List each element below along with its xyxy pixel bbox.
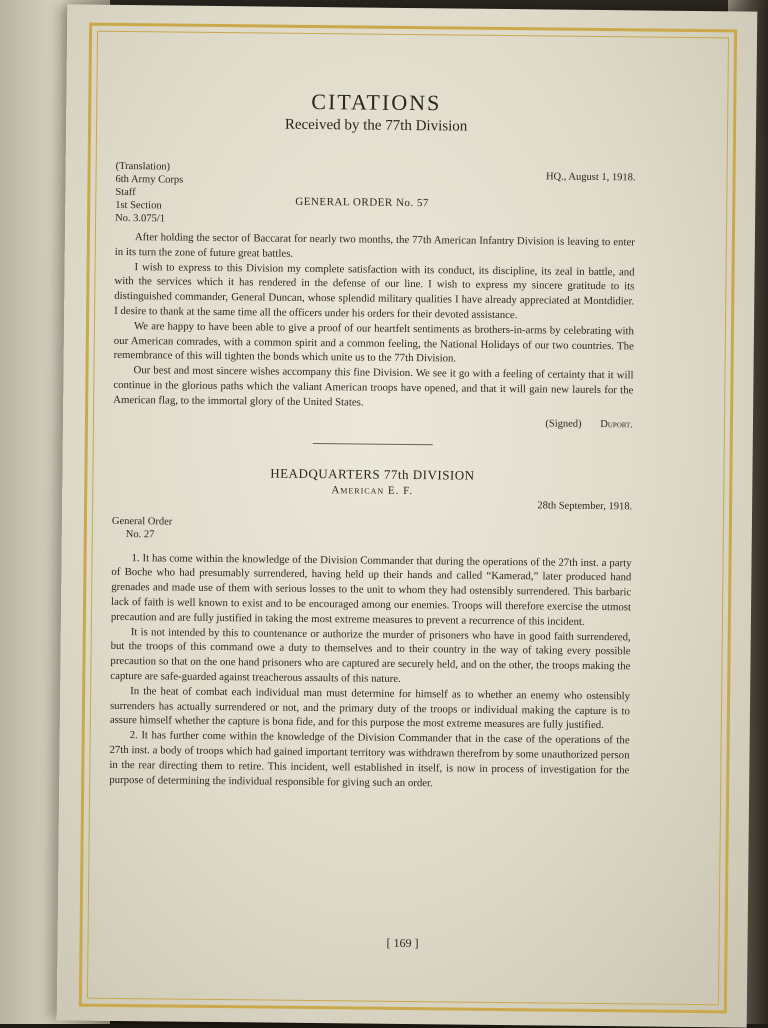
page-subtitle: Received by the 77th Division (284, 116, 468, 135)
page-number: [ 169 ] (386, 935, 419, 951)
document-page (57, 4, 758, 1027)
order2-paragraph: It is not intended by this to countenance or authorize the murder of prisoners who have in good faith surrendered, but the troops of this command owe a duty to themselves and to their country in the way of taking every possible precaution so that on the one hand prisoners who are captured are securely held, and on the other, the troops making the capture are safe-guarded against treacherous assaults of this nature. (110, 625, 631, 685)
reference-line: (Translation) (115, 160, 171, 173)
order1-signature (113, 413, 633, 429)
order1-paragraph: We are happy to have been able to give a proof of our heartfelt sentiments as brothers-in-arms by celebrating with our American comrades, with a common spirit and a common feeling, the National Holidays of our two countries. The remembrance of this will tighten the bonds which unite us to the 77th Division. (113, 319, 635, 365)
signed-label: (Signed) (545, 418, 582, 430)
order2-date: 28th September, 1918. (537, 499, 633, 512)
order2-general-order (112, 514, 632, 545)
page-title: CITATIONS (311, 88, 442, 116)
order2-paragraph: 2. It has further come within the knowledge of the Division Commander that in the case of the operations of the 27th inst. a body of troops which had gained important territory was withdrawn therefrom by some unauthorized person in the rear directing them to retire. This incident, well established in itself, is now in process of investigation for the purpose of determining the individual responsible for giving such an order. (109, 729, 630, 789)
reference-line: Staff (115, 186, 136, 199)
reference-line: No. 3.075/1 (115, 212, 166, 225)
order2-subheading: American E. F. (331, 483, 414, 497)
general-order-label: General Order (111, 515, 173, 528)
order1-hq-date: HQ., August 1, 1918. (545, 171, 636, 184)
order1-reference-block (115, 160, 183, 226)
order2-heading: HEADQUARTERS 77th DIVISION (270, 465, 475, 483)
order2-paragraph: 1. It has come within the knowledge of the Division Commander that during the operations of the 27th inst. a party of Boche who had presumably surrendered, having held up their hands and called “Kamerad,” later produced hand grenades and made use of them with serious losses to the unit to whom they had ostensibly surrendered. This barbaric lack of faith is well known to exist and to be encouraged among our enemies. Troops will therefore exercise the utmost precaution and are fully justified in taking the most extreme measures to prevent a recurrence of this incident. (110, 551, 632, 628)
signed-name: Duport. (600, 418, 634, 430)
order2-paragraph: In the heat of combat each individual man must determine for himself as to whether an enemy who ostensibly surrenders has actually surrendered or not, and the primary duty of the troops or individual making the capture is to assure himself whether the capture is bona fide, and for this purpose the most extreme measures are fully justified. (109, 684, 631, 732)
reference-line: 6th Army Corps (115, 173, 184, 186)
page-content (109, 75, 636, 793)
order1-paragraph: Our best and most sincere wishes accompany this fine Division. We see it go with a feeling of certainty that it will continue in the glorious paths which the valiant American troops have opened, and that it will gain new laurels for the American flag, to the immortal glory of the United States. (113, 364, 634, 409)
general-order-number: No. 27 (125, 528, 155, 540)
order1-header (115, 160, 636, 235)
order1-paragraph: After holding the sector of Baccarat for nearly two months, the 77th American Infantry Division is leaving to enter in its turn the zone of future great battles. (114, 231, 635, 260)
order1-title: GENERAL ORDER No. 57 (295, 195, 429, 210)
reference-line: 1st Section (115, 199, 162, 212)
section-divider (313, 443, 433, 445)
order1-paragraph: I wish to express to this Division my complete satisfaction with its conduct, its discipline, its zeal in battle, and with the services which it has rendered in the defense of our line. I wish to express my sincere gratitude to its distinguished commander, General Duncan, whose splendid military qualities I have already appreciated at Montdidier. I desire to thank at the same time all the officers under his orders for their devoted assistance. (114, 260, 635, 322)
